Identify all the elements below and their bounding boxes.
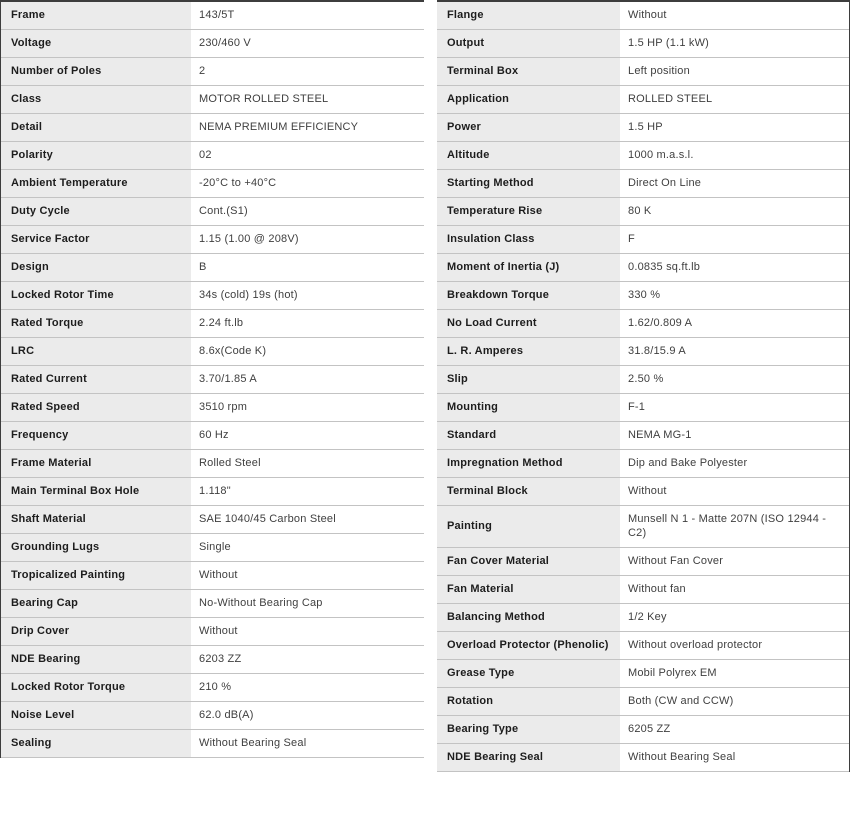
spec-label: LRC (1, 338, 191, 365)
spec-value: MOTOR ROLLED STEEL (191, 86, 424, 113)
spec-row (1, 422, 424, 450)
spec-value: Without overload protector (620, 632, 849, 659)
spec-label: Painting (437, 506, 620, 547)
spec-label: Altitude (437, 142, 620, 169)
spec-row (1, 534, 424, 562)
spec-value: Without fan (620, 576, 849, 603)
spec-row (437, 394, 849, 422)
spec-value: 1.5 HP (1.1 kW) (620, 30, 849, 57)
spec-value: 6205 ZZ (620, 716, 849, 743)
spec-label: Slip (437, 366, 620, 393)
spec-value: 1.5 HP (620, 114, 849, 141)
spec-label: Output (437, 30, 620, 57)
spec-row (437, 548, 849, 576)
spec-label: Polarity (1, 142, 191, 169)
spec-label: Overload Protector (Phenolic) (437, 632, 620, 659)
spec-label: Insulation Class (437, 226, 620, 253)
spec-label: L. R. Amperes (437, 338, 620, 365)
spec-label: Power (437, 114, 620, 141)
spec-value: ROLLED STEEL (620, 86, 849, 113)
spec-label: Terminal Box (437, 58, 620, 85)
spec-value: Single (191, 534, 424, 561)
spec-value: 2 (191, 58, 424, 85)
spec-row (437, 142, 849, 170)
spec-row (1, 450, 424, 478)
spec-value: 1/2 Key (620, 604, 849, 631)
spec-row (1, 674, 424, 702)
spec-label: Ambient Temperature (1, 170, 191, 197)
spec-row (437, 688, 849, 716)
spec-label: Rated Torque (1, 310, 191, 337)
spec-value: 60 Hz (191, 422, 424, 449)
spec-label: Grounding Lugs (1, 534, 191, 561)
spec-value: Mobil Polyrex EM (620, 660, 849, 687)
spec-label: Grease Type (437, 660, 620, 687)
spec-value: Direct On Line (620, 170, 849, 197)
spec-value: 34s (cold) 19s (hot) (191, 282, 424, 309)
spec-table-left (0, 0, 424, 758)
spec-label: NDE Bearing Seal (437, 744, 620, 771)
spec-value: 1.118" (191, 478, 424, 505)
spec-value: Dip and Bake Polyester (620, 450, 849, 477)
spec-value: 1000 m.a.s.l. (620, 142, 849, 169)
spec-value: 62.0 dB(A) (191, 702, 424, 729)
spec-label: Detail (1, 114, 191, 141)
spec-row (1, 646, 424, 674)
spec-row (437, 450, 849, 478)
spec-value: Without (620, 2, 849, 29)
spec-row (437, 2, 849, 30)
spec-value: 02 (191, 142, 424, 169)
spec-row (437, 170, 849, 198)
spec-row (437, 744, 849, 772)
spec-row (437, 114, 849, 142)
spec-label: Locked Rotor Torque (1, 674, 191, 701)
spec-label: Rated Current (1, 366, 191, 393)
spec-label: Frequency (1, 422, 191, 449)
spec-label: Mounting (437, 394, 620, 421)
spec-row (437, 604, 849, 632)
spec-row (1, 730, 424, 758)
spec-value: 8.6x(Code K) (191, 338, 424, 365)
spec-value: No-Without Bearing Cap (191, 590, 424, 617)
spec-label: Standard (437, 422, 620, 449)
spec-label: Class (1, 86, 191, 113)
spec-row (1, 366, 424, 394)
spec-label: Moment of Inertia (J) (437, 254, 620, 281)
spec-label: Sealing (1, 730, 191, 757)
spec-row (437, 310, 849, 338)
spec-value: 31.8/15.9 A (620, 338, 849, 365)
spec-label: Breakdown Torque (437, 282, 620, 309)
spec-value: Left position (620, 58, 849, 85)
spec-label: Frame (1, 2, 191, 29)
spec-value: 1.15 (1.00 @ 208V) (191, 226, 424, 253)
spec-label: Bearing Type (437, 716, 620, 743)
spec-value: NEMA PREMIUM EFFICIENCY (191, 114, 424, 141)
spec-value: 3510 rpm (191, 394, 424, 421)
spec-value: 230/460 V (191, 30, 424, 57)
spec-label: Number of Poles (1, 58, 191, 85)
spec-value: Without (191, 618, 424, 645)
spec-label: Rated Speed (1, 394, 191, 421)
spec-label: Frame Material (1, 450, 191, 477)
spec-row (1, 170, 424, 198)
spec-value: Without Fan Cover (620, 548, 849, 575)
spec-value: 3.70/1.85 A (191, 366, 424, 393)
spec-row (437, 282, 849, 310)
spec-row (1, 282, 424, 310)
spec-label: Balancing Method (437, 604, 620, 631)
spec-label: Temperature Rise (437, 198, 620, 225)
spec-row (1, 226, 424, 254)
spec-label: Fan Material (437, 576, 620, 603)
spec-label: Flange (437, 2, 620, 29)
spec-row (1, 86, 424, 114)
spec-value: 330 % (620, 282, 849, 309)
spec-row (437, 576, 849, 604)
spec-row (437, 506, 849, 548)
spec-label: NDE Bearing (1, 646, 191, 673)
spec-value: 210 % (191, 674, 424, 701)
spec-value: NEMA MG-1 (620, 422, 849, 449)
spec-value: 2.24 ft.lb (191, 310, 424, 337)
spec-value: F (620, 226, 849, 253)
spec-label: Terminal Block (437, 478, 620, 505)
spec-value: 1.62/0.809 A (620, 310, 849, 337)
spec-row (437, 422, 849, 450)
spec-row (1, 58, 424, 86)
spec-label: Voltage (1, 30, 191, 57)
spec-value: Without (191, 562, 424, 589)
spec-value: SAE 1040/45 Carbon Steel (191, 506, 424, 533)
spec-label: Fan Cover Material (437, 548, 620, 575)
spec-value: B (191, 254, 424, 281)
spec-row (437, 58, 849, 86)
spec-row (1, 618, 424, 646)
spec-value: Both (CW and CCW) (620, 688, 849, 715)
spec-row (1, 702, 424, 730)
spec-row (437, 632, 849, 660)
spec-value: 2.50 % (620, 366, 849, 393)
spec-row (437, 86, 849, 114)
spec-table-right (437, 0, 850, 772)
spec-value: Without Bearing Seal (191, 730, 424, 757)
spec-label: Duty Cycle (1, 198, 191, 225)
spec-label: Starting Method (437, 170, 620, 197)
spec-row (437, 226, 849, 254)
spec-row (437, 660, 849, 688)
spec-label: Tropicalized Painting (1, 562, 191, 589)
spec-label: Rotation (437, 688, 620, 715)
spec-label: Main Terminal Box Hole (1, 478, 191, 505)
spec-value: 143/5T (191, 2, 424, 29)
spec-row (437, 716, 849, 744)
spec-label: No Load Current (437, 310, 620, 337)
spec-value: Without (620, 478, 849, 505)
spec-value: 6203 ZZ (191, 646, 424, 673)
spec-label: Service Factor (1, 226, 191, 253)
spec-label: Application (437, 86, 620, 113)
spec-label: Impregnation Method (437, 450, 620, 477)
spec-label: Design (1, 254, 191, 281)
spec-row (1, 114, 424, 142)
spec-label: Noise Level (1, 702, 191, 729)
spec-row (437, 478, 849, 506)
spec-value: Rolled Steel (191, 450, 424, 477)
spec-row (1, 338, 424, 366)
spec-label: Shaft Material (1, 506, 191, 533)
spec-value: 80 K (620, 198, 849, 225)
spec-row (437, 30, 849, 58)
spec-row (437, 366, 849, 394)
spec-row (1, 310, 424, 338)
spec-row (1, 30, 424, 58)
spec-row (1, 254, 424, 282)
spec-label: Locked Rotor Time (1, 282, 191, 309)
spec-row (437, 198, 849, 226)
spec-row (437, 254, 849, 282)
spec-row (1, 506, 424, 534)
spec-value: Cont.(S1) (191, 198, 424, 225)
spec-row (1, 198, 424, 226)
spec-row (1, 142, 424, 170)
spec-row (437, 338, 849, 366)
spec-row (1, 394, 424, 422)
spec-row (1, 590, 424, 618)
spec-value: F-1 (620, 394, 849, 421)
spec-value: Without Bearing Seal (620, 744, 849, 771)
spec-row (1, 562, 424, 590)
spec-value: 0.0835 sq.ft.lb (620, 254, 849, 281)
spec-row (1, 478, 424, 506)
spec-value: -20°C to +40°C (191, 170, 424, 197)
spec-value: Munsell N 1 - Matte 207N (ISO 12944 - C2) (620, 506, 849, 547)
spec-row (1, 2, 424, 30)
spec-label: Bearing Cap (1, 590, 191, 617)
spec-label: Drip Cover (1, 618, 191, 645)
